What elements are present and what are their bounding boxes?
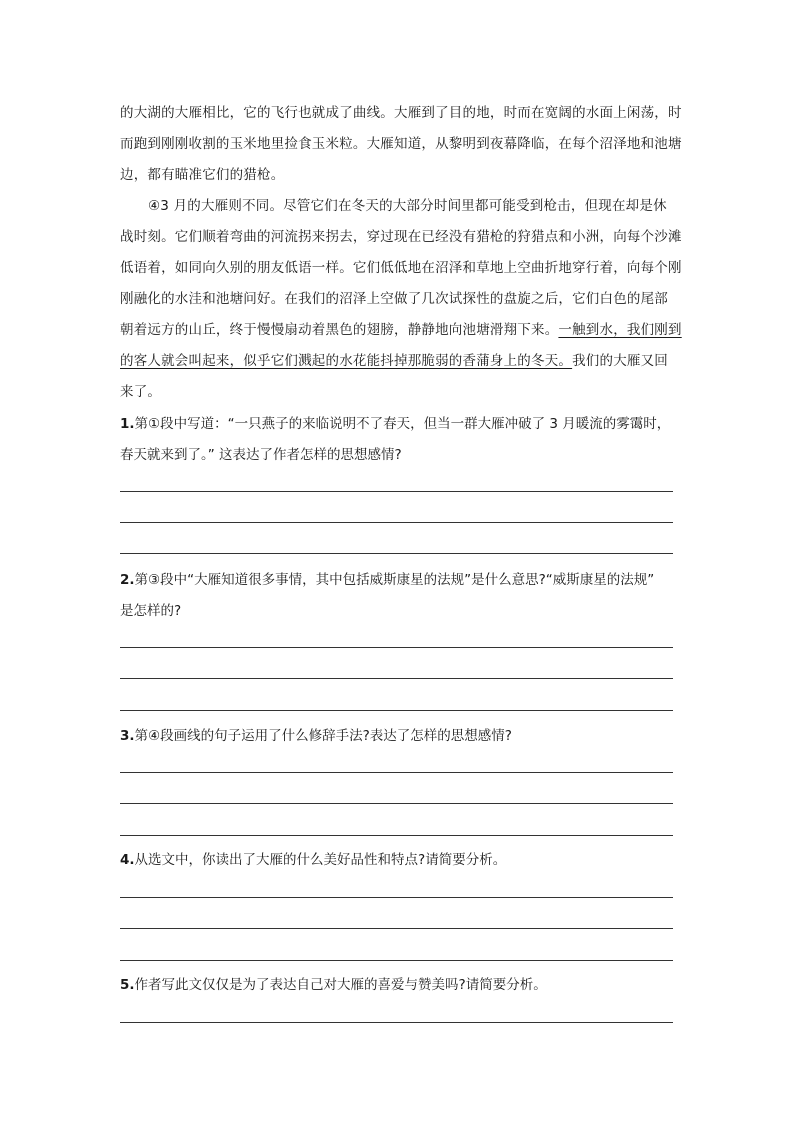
question-number: 4. [120, 852, 135, 868]
passage-paragraph-3 [120, 98, 680, 191]
answer-line[interactable] [120, 835, 673, 836]
question-number: 3. [120, 728, 135, 744]
passage-line: 的大湖的大雁相比，它的飞行也就成了曲线。大雁到了目的地，时而在宽阔的水面上闲荡，时 [120, 105, 682, 121]
passage-paragraph-4 [120, 191, 680, 408]
question-number: 5. [120, 977, 135, 993]
question-text: 第③段中“大雁知道很多事情，其中包括威斯康星的法规”是什么意思?“威斯康星的法规” [134, 572, 655, 588]
answer-line[interactable] [120, 960, 673, 961]
passage-line: 刚融化的水洼和池塘问好。在我们的沼泽上空做了几次试探性的盘旋之后，它们白色的尾部 [120, 291, 668, 307]
question-text: 从选文中，你读出了大雁的什么美好品性和特点?请简要分析。 [134, 852, 507, 868]
underlined-sentence-part-1: 一触到水，我们刚到 [558, 322, 682, 338]
question-2 [120, 565, 680, 627]
answer-line[interactable] [120, 710, 673, 711]
answer-line[interactable] [120, 803, 673, 804]
passage-line: ④3 月的大雁则不同。尽管它们在冬天的大部分时间里都可能受到枪击，但现在却是休 [148, 198, 667, 214]
question-text: 是怎样的? [120, 603, 182, 619]
answer-line[interactable] [120, 553, 673, 554]
question-text: 作者写此文仅仅是为了表达自己对大雁的喜爱与赞美吗?请简要分析。 [134, 977, 547, 993]
question-1 [120, 409, 680, 471]
answer-line[interactable] [120, 897, 673, 898]
passage-line: 边，都有瞄准它们的猎枪。 [120, 167, 285, 183]
question-number: 1. [120, 416, 135, 432]
question-text: 春天就来到了。” 这表达了作者怎样的思想感情? [120, 447, 402, 463]
answer-line[interactable] [120, 522, 673, 523]
answer-line[interactable] [120, 928, 673, 929]
passage-line [120, 346, 680, 377]
question-text: 第④段画线的句子运用了什么修辞手法?表达了怎样的思想感情? [134, 728, 512, 744]
passage-line [120, 315, 680, 346]
passage-line-text: 我们的大雁又回 [572, 353, 669, 369]
answer-line[interactable] [120, 491, 673, 492]
passage-line-text: 朝着远方的山丘，终于慢慢扇动着黑色的翅膀，静静地向池塘滑翔下来。 [120, 322, 559, 338]
answer-line[interactable] [120, 678, 673, 679]
answer-line[interactable] [120, 1022, 673, 1023]
underlined-sentence-part-2: 的客人就会叫起来，似乎它们溅起的水花能抖掉那脆弱的香蒲身上的冬天。 [120, 353, 573, 369]
question-3 [120, 721, 680, 752]
question-text: 第①段中写道：“一只燕子的来临说明不了春天，但当一群大雁冲破了 3 月暖流的雾霭时， [134, 416, 671, 432]
question-4 [120, 845, 680, 876]
passage-line: 而跑到刚刚收割的玉米地里捡食玉米粒。大雁知道，从黎明到夜幕降临，在每个沼泽地和池塘 [120, 136, 682, 152]
question-5 [120, 970, 680, 1001]
passage-line: 低语着，如同向久别的朋友低语一样。它们低低地在沼泽和草地上空曲折地穿行着，向每个刚 [120, 260, 682, 276]
answer-line[interactable] [120, 647, 673, 648]
passage-line: 来了。 [120, 384, 162, 400]
answer-line[interactable] [120, 772, 673, 773]
passage-line: 战时刻。它们顺着弯曲的河流拐来拐去，穿过现在已经没有猎枪的狩猎点和小洲，向每个沙滩 [120, 229, 682, 245]
question-number: 2. [120, 572, 135, 588]
